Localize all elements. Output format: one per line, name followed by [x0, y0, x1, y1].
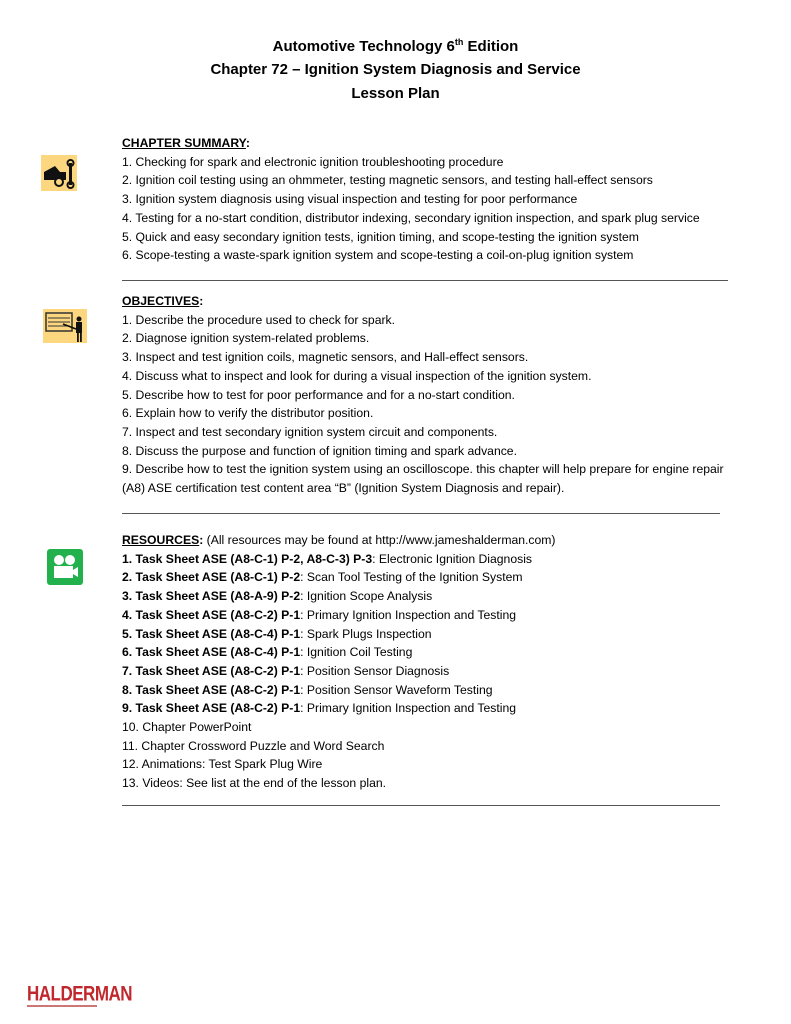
divider — [122, 513, 720, 514]
objective-item: 8. Discuss the purpose and function of ignition timing and spark advance. — [122, 443, 517, 458]
task-sheet-item[interactable]: 4. Task Sheet ASE (A8-C-2) P-1: Primary Ignition Inspection and Testing — [122, 607, 517, 622]
resources-heading: RESOURCES: (All resources may be found at http://www.jameshalderman.com) — [122, 533, 556, 547]
resources-note: (All resources may be found at http://www.jameshalderman.com) — [203, 533, 556, 547]
teacher-presentation-icon — [43, 309, 87, 343]
objective-item: 6. Explain how to verify the distributor position. — [122, 406, 374, 421]
task-sheet-item[interactable]: 8. Task Sheet ASE (A8-C-2) P-1: Position Sensor Waveform Testing — [122, 682, 493, 697]
video-camera-icon — [47, 549, 83, 585]
halderman-logo: HALDERMAN — [27, 981, 133, 1006]
objective-item: 5. Describe how to test for poor performance and for a no-start condition. — [122, 387, 515, 402]
resource-item: 10. Chapter PowerPoint — [122, 720, 252, 735]
objectives-section — [122, 292, 732, 498]
summary-item: 1. Checking for spark and electronic ignition troubleshooting procedure — [122, 154, 504, 169]
objective-item: 7. Inspect and test secondary ignition system circuit and components. — [122, 424, 498, 439]
objective-item: 3. Inspect and test ignition coils, magnetic sensors, and Hall-effect sensors. — [122, 350, 529, 365]
objective-item: 1. Describe the procedure used to check for spark. — [122, 312, 396, 327]
chapter-title: Chapter 72 – Ignition System Diagnosis and Service — [210, 61, 581, 78]
summary-item: 6. Scope-testing a waste-spark ignition system and scope-testing a coil-on-plug ignition system — [122, 248, 634, 263]
resource-item: 13. Videos: See list at the end of the lesson plan. — [122, 776, 387, 791]
task-sheet-item[interactable]: 7. Task Sheet ASE (A8-C-2) P-1: Position Sensor Diagnosis — [122, 663, 450, 678]
summary-item: 2. Ignition coil testing using an ohmmeter, testing magnetic sensors, and testing hall-effect sensors — [122, 173, 653, 188]
summary-item: 4. Testing for a no-start condition, distributor indexing, secondary ignition inspection, and spark plug service — [122, 210, 700, 225]
logo-tagline — [27, 1005, 97, 1007]
task-sheet-item[interactable]: 5. Task Sheet ASE (A8-C-4) P-1: Spark Plugs Inspection — [122, 626, 432, 641]
objective-item: 4. Discuss what to inspect and look for during a visual inspection of the ignition system. — [122, 368, 592, 383]
task-sheet-item[interactable]: 6. Task Sheet ASE (A8-C-4) P-1: Ignition Coil Testing — [122, 645, 413, 660]
chapter-summary-section — [122, 134, 700, 265]
car-repair-icon — [41, 155, 77, 191]
lesson-plan-title: Lesson Plan — [351, 85, 440, 102]
summary-item: 5. Quick and easy secondary ignition tests, ignition timing, and scope-testing the ignition system — [122, 229, 639, 244]
objective-item: 2. Diagnose ignition system-related problems. — [122, 331, 370, 346]
divider — [122, 805, 720, 806]
task-sheet-item[interactable]: 1. Task Sheet ASE (A8-C-1) P-2, A8-C-3) P-3: Electronic Ignition Diagnosis — [122, 551, 533, 566]
task-sheet-item[interactable]: 3. Task Sheet ASE (A8-A-9) P-2: Ignition Scope Analysis — [122, 589, 433, 604]
resource-item: 12. Animations: Test Spark Plug Wire — [122, 757, 323, 772]
summary-item: 3. Ignition system diagnosis using visual inspection and testing for poor performance — [122, 192, 578, 207]
chapter-summary-heading: CHAPTER SUMMARY: — [122, 136, 250, 150]
resources-section — [122, 531, 556, 793]
divider — [122, 280, 728, 281]
objectives-heading: OBJECTIVES: — [122, 294, 204, 308]
doc-title: Automotive Technology 6th Edition — [272, 37, 519, 55]
task-sheet-item[interactable]: 2. Task Sheet ASE (A8-C-1) P-2: Scan Tool Testing of the Ignition System — [122, 570, 523, 585]
task-sheet-item[interactable]: 9. Task Sheet ASE (A8-C-2) P-1: Primary Ignition Inspection and Testing — [122, 701, 517, 716]
resource-item: 11. Chapter Crossword Puzzle and Word Search — [122, 738, 385, 753]
objective-item: 9. Describe how to test the ignition system using an oscilloscope. this chapter will help prepare for engine repair (A8) ASE certification test content area “B” (Ignition System Diagnosis and repair). — [122, 462, 724, 496]
